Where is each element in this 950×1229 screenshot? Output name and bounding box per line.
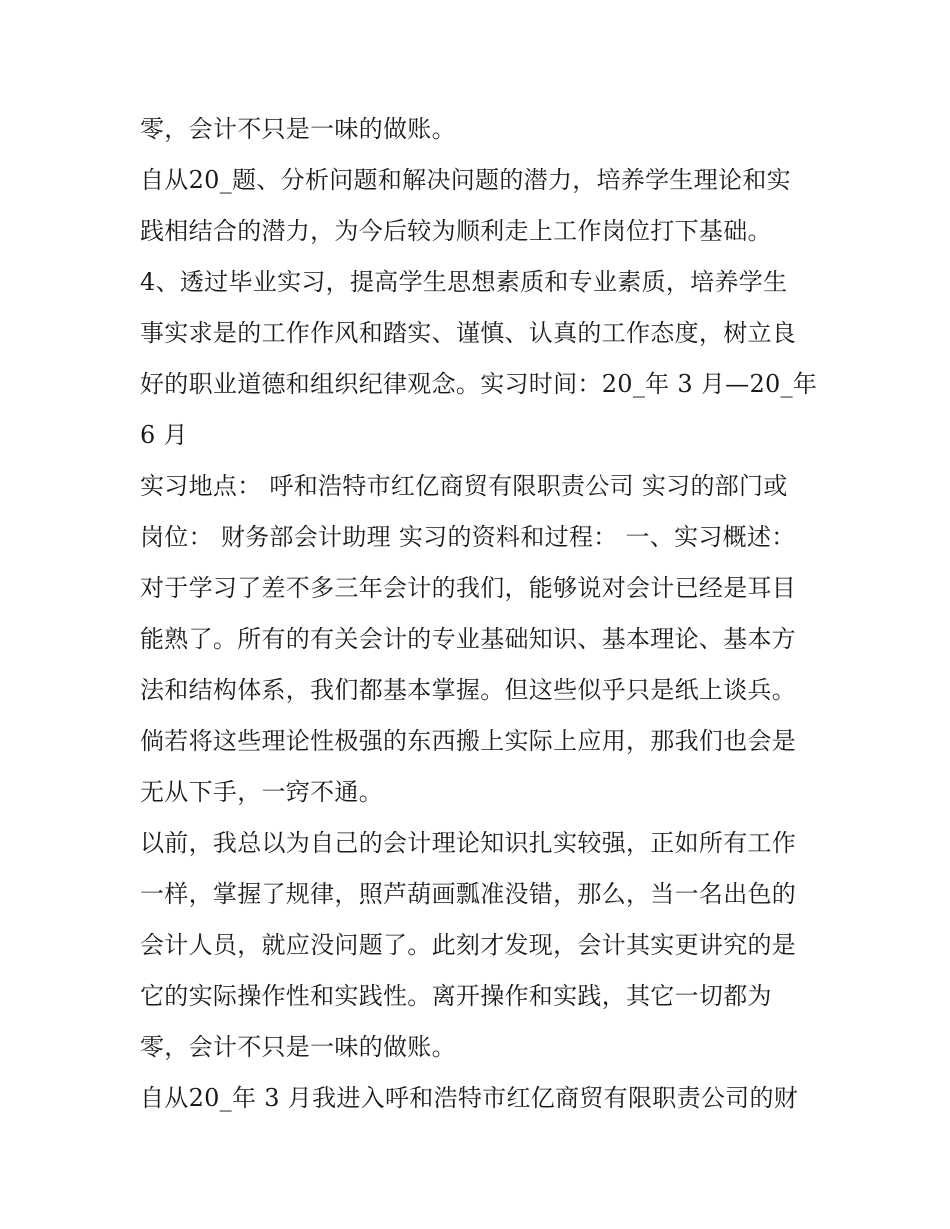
text-line: 法和结构体系，我们都基本掌握。但这些似乎只是纸上谈兵。 [140,676,797,704]
text-line: 一样，掌握了规律，照芦葫画瓢准没错，那么，当一名出色的 [140,880,797,908]
text-line: 以前，我总以为自己的会计理论知识扎实较强，正如所有工作 [140,829,797,857]
text-line: 实习地点： 呼和浩特市红亿商贸有限职责公司 实习的部门或 [140,472,788,500]
text-line: 事实求是的工作作风和踏实、谨慎、认真的工作态度，树立良 [140,319,797,347]
text-line: 零，会计不只是一味的做账。 [140,1033,456,1061]
text-line: 能熟了。所有的有关会计的专业基础知识、基本理论、基本方 [140,625,797,653]
text-line: 自从20_题、分析问题和解决问题的潜力，培养学生理论和实 [140,166,791,194]
text-line: 岗位： 财务部会计助理 实习的资料和过程： 一、实习概述： [140,523,796,551]
text-line: 6 月 [140,421,188,449]
text-line: 自从20_年 3 月我进入呼和浩特市红亿商贸有限职责公司的财 [140,1084,799,1112]
text-line: 4、透过毕业实习，提高学生思想素质和专业素质，培养学生 [140,268,788,296]
text-line: 倘若将这些理论性极强的东西搬上实际上应用，那我们也会是 [140,727,797,755]
document-body [140,104,830,1124]
text-line: 它的实际操作性和实践性。离开操作和实践，其它一切都为 [140,982,772,1010]
text-line: 无从下手，一窍不通。 [140,778,383,806]
text-line: 践相结合的潜力，为今后较为顺利走上工作岗位打下基础。 [140,217,772,245]
text-line: 好的职业道德和组织纪律观念。实习时间：20_年 3 月—20_年 [140,370,818,398]
text-line: 会计人员，就应没问题了。此刻才发现，会计其实更讲究的是 [140,931,797,959]
text-line: 对于学习了差不多三年会计的我们，能够说对会计已经是耳目 [140,574,797,602]
text-line: 零，会计不只是一味的做账。 [140,115,456,143]
